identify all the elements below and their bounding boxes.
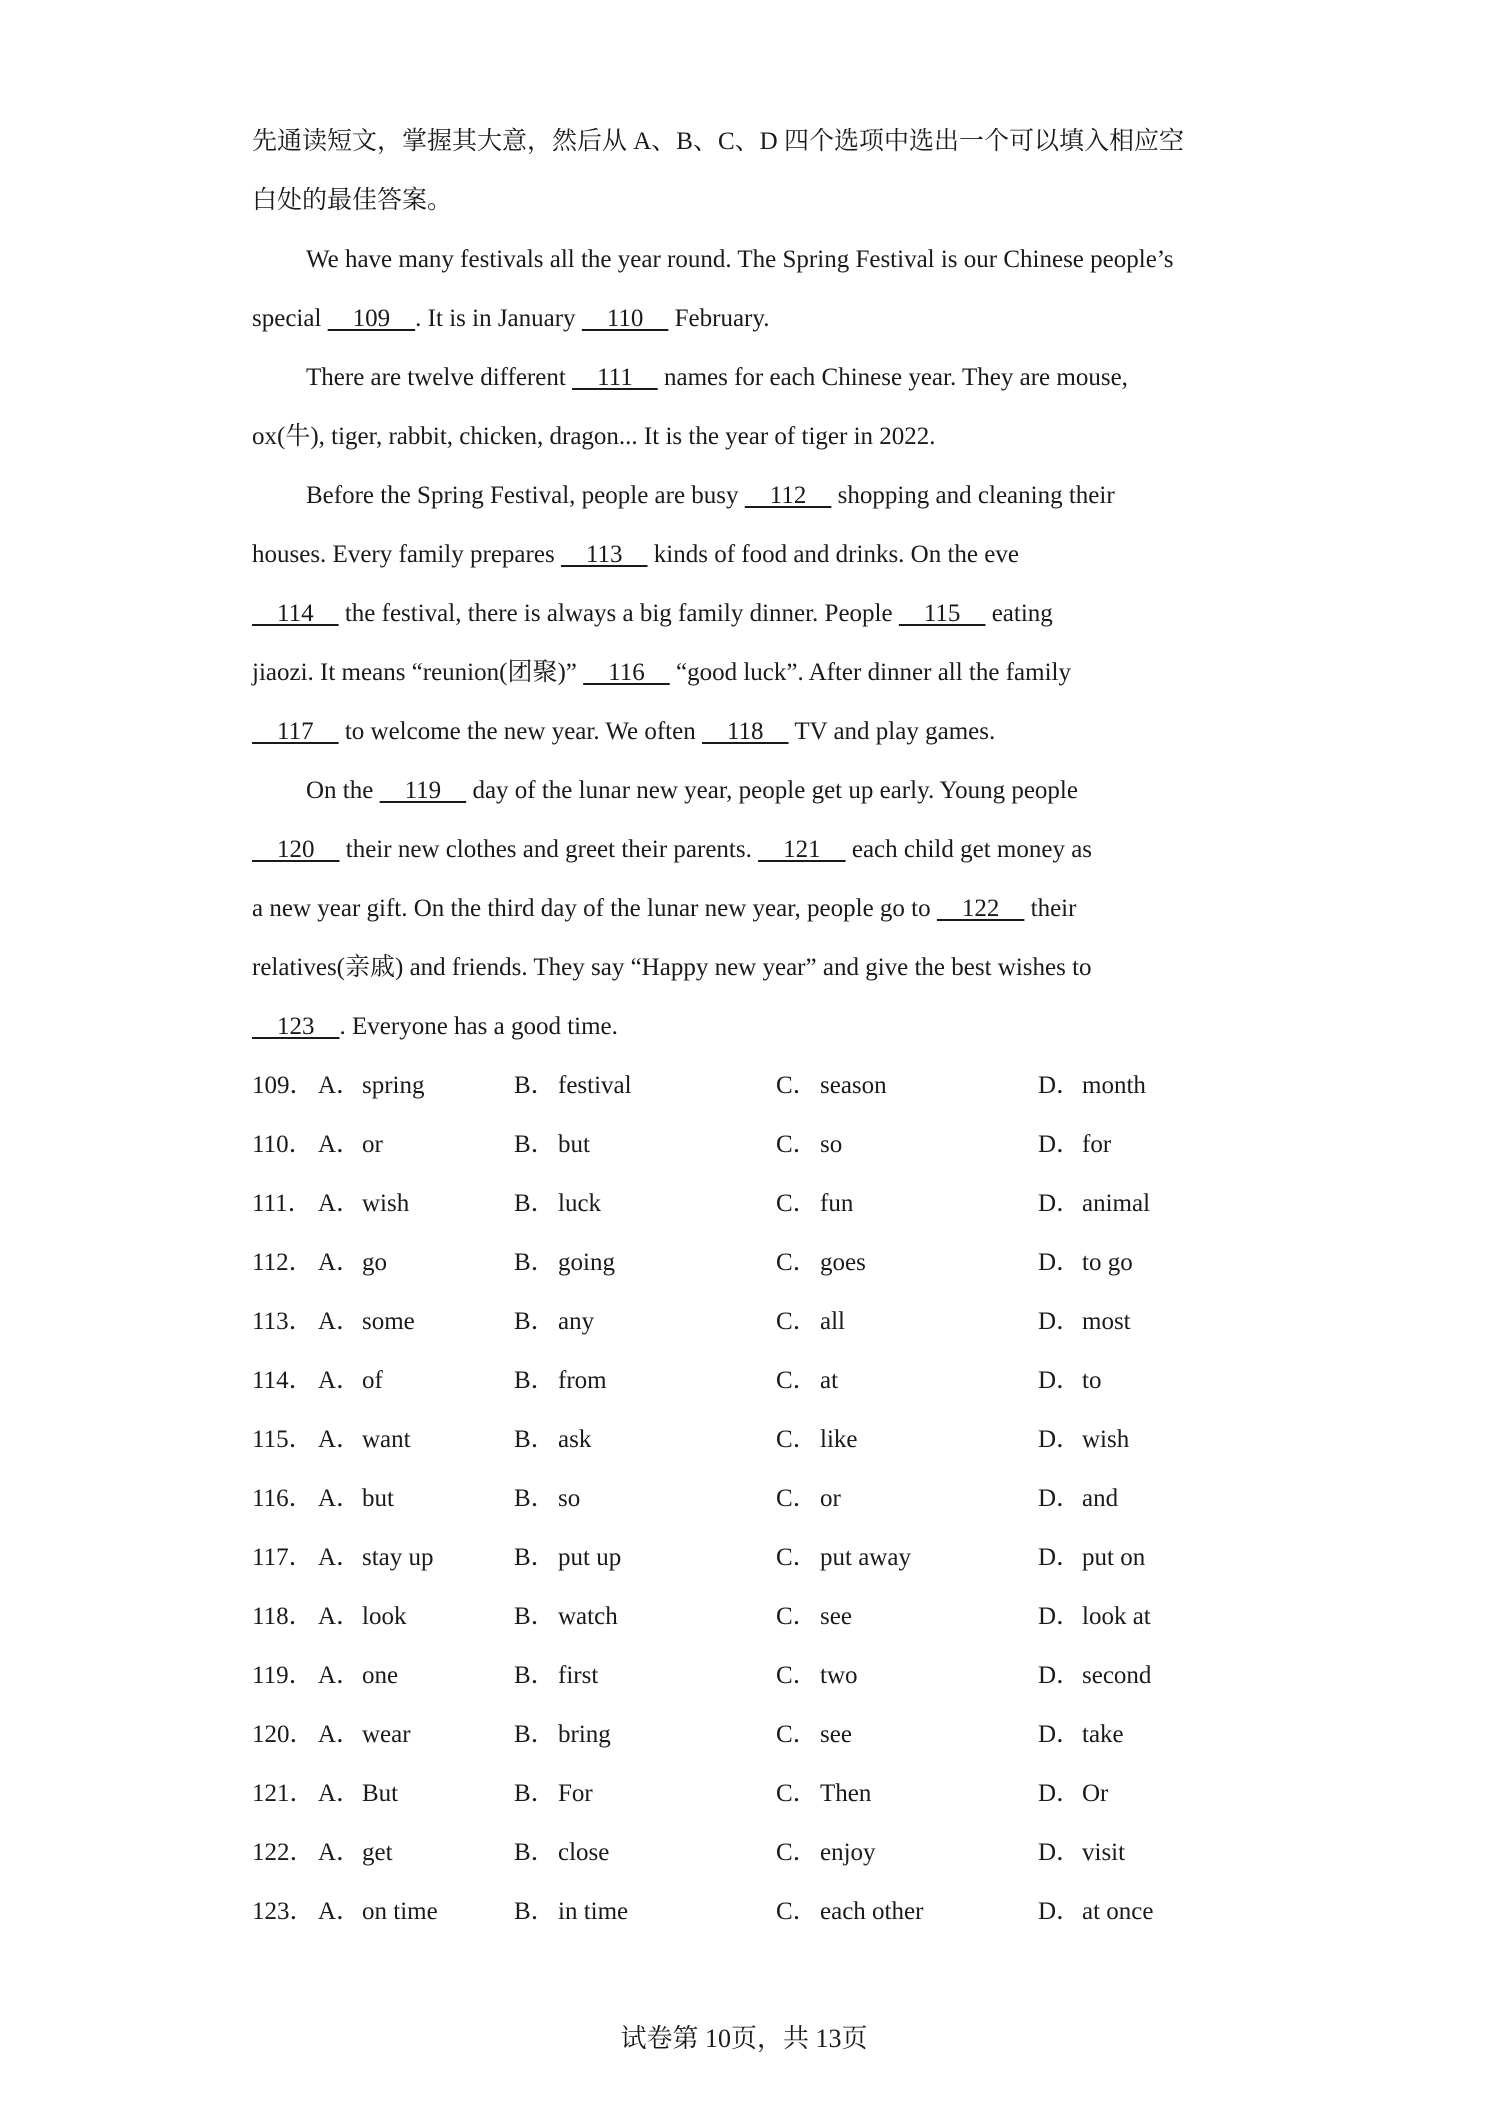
option-text: at bbox=[820, 1367, 839, 1394]
passage-text: special bbox=[252, 305, 328, 332]
option-b[interactable] bbox=[514, 1764, 593, 1823]
option-c[interactable] bbox=[776, 1764, 871, 1823]
option-b[interactable] bbox=[514, 1823, 609, 1882]
blank-114: 114 bbox=[252, 600, 339, 627]
option-text: luck bbox=[558, 1190, 602, 1217]
option-letter: D． bbox=[1038, 1131, 1082, 1158]
option-c[interactable] bbox=[776, 1646, 858, 1705]
option-a[interactable] bbox=[318, 1469, 394, 1528]
option-b[interactable] bbox=[514, 1469, 580, 1528]
option-letter: C． bbox=[776, 1485, 818, 1512]
question-row bbox=[252, 1528, 1252, 1587]
option-text: For bbox=[558, 1780, 593, 1807]
option-text: or bbox=[820, 1485, 841, 1512]
option-text: two bbox=[820, 1662, 858, 1689]
option-letter: C． bbox=[776, 1367, 818, 1394]
option-letter: A． bbox=[318, 1190, 362, 1217]
option-letter: D． bbox=[1038, 1426, 1082, 1453]
option-b[interactable] bbox=[514, 1115, 590, 1174]
option-text: of bbox=[362, 1367, 383, 1394]
option-a[interactable] bbox=[318, 1351, 383, 1410]
option-letter: B． bbox=[514, 1308, 556, 1335]
question-number: 118． bbox=[252, 1603, 314, 1630]
passage-line bbox=[252, 525, 1252, 584]
blank-112: 112 bbox=[744, 482, 832, 509]
option-letter: A． bbox=[318, 1308, 362, 1335]
instruction-line bbox=[252, 112, 1252, 171]
question-number: 110． bbox=[252, 1131, 314, 1158]
passage-text: ox(牛), tiger, rabbit, chicken, dragon... It is the year of tiger in 2022. bbox=[252, 423, 936, 450]
option-c[interactable] bbox=[776, 1233, 866, 1292]
option-text: on time bbox=[362, 1898, 438, 1925]
option-text: get bbox=[362, 1839, 393, 1866]
question-number: 122． bbox=[252, 1839, 315, 1866]
option-letter: B． bbox=[514, 1721, 556, 1748]
option-c[interactable] bbox=[776, 1056, 887, 1115]
passage-line bbox=[252, 230, 1252, 289]
question-row bbox=[252, 1705, 1252, 1764]
option-letter: B． bbox=[514, 1249, 556, 1276]
passage-text: relatives(亲戚) and friends. They say “Happy new year” and give the best wishes to bbox=[252, 954, 1092, 981]
option-text: so bbox=[558, 1485, 581, 1512]
blank-115: 115 bbox=[898, 600, 986, 627]
instruction-text: 白处的最佳答案。 bbox=[252, 187, 453, 214]
option-text: all bbox=[820, 1308, 845, 1335]
option-a[interactable] bbox=[318, 1587, 406, 1646]
option-text: to bbox=[1082, 1367, 1102, 1394]
option-a[interactable] bbox=[318, 1705, 411, 1764]
option-d[interactable] bbox=[1038, 1174, 1150, 1233]
option-text: look at bbox=[1082, 1603, 1151, 1630]
question-row bbox=[252, 1056, 1252, 1115]
question-number: 113． bbox=[252, 1308, 314, 1335]
passage-line bbox=[252, 348, 1252, 407]
question-row bbox=[252, 1646, 1252, 1705]
blank-116: 116 bbox=[583, 659, 670, 686]
blank-122: 122 bbox=[936, 895, 1025, 922]
passage-text: houses. Every family prepares bbox=[252, 541, 561, 568]
passage-text: their new clothes and greet their parents. bbox=[339, 836, 759, 863]
option-text: going bbox=[558, 1249, 615, 1276]
option-text: most bbox=[1082, 1308, 1131, 1335]
blank-121: 121 bbox=[758, 836, 846, 863]
option-letter: D． bbox=[1038, 1308, 1082, 1335]
option-letter: D． bbox=[1038, 1839, 1082, 1866]
option-letter: D． bbox=[1038, 1544, 1082, 1571]
option-a[interactable] bbox=[318, 1823, 393, 1882]
option-text: like bbox=[820, 1426, 858, 1453]
option-letter: C． bbox=[776, 1131, 818, 1158]
option-text: take bbox=[1082, 1721, 1124, 1748]
option-letter: B． bbox=[514, 1839, 556, 1866]
passage-text: We have many festivals all the year round. The Spring Festival is our Chinese people’s bbox=[306, 246, 1174, 273]
option-c[interactable] bbox=[776, 1292, 845, 1351]
option-letter: A． bbox=[318, 1603, 362, 1630]
option-letter: B． bbox=[514, 1603, 556, 1630]
passage-text: “good luck”. After dinner all the family bbox=[669, 659, 1071, 686]
option-d[interactable] bbox=[1038, 1587, 1151, 1646]
question-number: 116． bbox=[252, 1485, 314, 1512]
instruction-text: 先通读短文，掌握其大意，然后从 A、B、C、D 四个选项中选出一个可以填入相应空 bbox=[252, 128, 1184, 155]
blank-120: 120 bbox=[252, 836, 340, 863]
option-letter: B． bbox=[514, 1131, 556, 1158]
question-row bbox=[252, 1764, 1252, 1823]
option-letter: A． bbox=[318, 1898, 362, 1925]
passage-text: On the bbox=[306, 777, 380, 804]
option-d[interactable] bbox=[1038, 1351, 1101, 1410]
option-letter: D． bbox=[1038, 1721, 1082, 1748]
option-text: put away bbox=[820, 1544, 911, 1571]
option-text: watch bbox=[558, 1603, 618, 1630]
option-letter: C． bbox=[776, 1249, 818, 1276]
option-d[interactable] bbox=[1038, 1292, 1131, 1351]
option-c[interactable] bbox=[776, 1823, 876, 1882]
option-a[interactable] bbox=[318, 1528, 434, 1587]
option-text: and bbox=[1082, 1485, 1119, 1512]
passage-text: kinds of food and drinks. On the eve bbox=[647, 541, 1019, 568]
option-a[interactable] bbox=[318, 1646, 398, 1705]
option-letter: B． bbox=[514, 1544, 556, 1571]
option-b[interactable] bbox=[514, 1233, 615, 1292]
blank-111: 111 bbox=[572, 364, 658, 391]
question-row bbox=[252, 1823, 1252, 1882]
option-b[interactable] bbox=[514, 1174, 601, 1233]
option-letter: A． bbox=[318, 1426, 362, 1453]
option-letter: C． bbox=[776, 1308, 818, 1335]
passage-text: the festival, there is always a big family dinner. People bbox=[338, 600, 899, 627]
option-letter: D． bbox=[1038, 1190, 1082, 1217]
question-row bbox=[252, 1469, 1252, 1528]
option-text: season bbox=[820, 1072, 887, 1099]
option-a[interactable] bbox=[318, 1233, 387, 1292]
question-number: 111． bbox=[252, 1190, 313, 1217]
option-text: to go bbox=[1082, 1249, 1133, 1276]
option-letter: A． bbox=[318, 1367, 362, 1394]
option-d[interactable] bbox=[1038, 1646, 1151, 1705]
passage-text: a new year gift. On the third day of the lunar new year, people go to bbox=[252, 895, 937, 922]
option-letter: A． bbox=[318, 1072, 362, 1099]
question-row bbox=[252, 1233, 1252, 1292]
passage-text: day of the lunar new year, people get up early. Young people bbox=[466, 777, 1078, 804]
option-letter: C． bbox=[776, 1426, 818, 1453]
option-a[interactable] bbox=[318, 1292, 415, 1351]
option-c[interactable] bbox=[776, 1587, 852, 1646]
question-number: 119． bbox=[252, 1662, 314, 1689]
option-text: wish bbox=[362, 1190, 410, 1217]
passage-line bbox=[252, 997, 1252, 1056]
option-text: visit bbox=[1082, 1839, 1126, 1866]
passage-text: TV and play games. bbox=[788, 718, 996, 745]
passage-text: eating bbox=[985, 600, 1053, 627]
question-number: 114． bbox=[252, 1367, 314, 1394]
option-letter: B． bbox=[514, 1072, 556, 1099]
blank-119: 119 bbox=[379, 777, 467, 804]
option-text: wear bbox=[362, 1721, 411, 1748]
option-text: look bbox=[362, 1603, 407, 1630]
passage-text: February. bbox=[668, 305, 770, 332]
option-text: any bbox=[558, 1308, 595, 1335]
option-letter: B． bbox=[514, 1426, 556, 1453]
option-a[interactable] bbox=[318, 1115, 383, 1174]
passage-text: names for each Chinese year. They are mouse, bbox=[657, 364, 1128, 391]
option-letter: B． bbox=[514, 1367, 556, 1394]
option-letter: B． bbox=[514, 1485, 556, 1512]
blank-118: 118 bbox=[701, 718, 789, 745]
option-letter: C． bbox=[776, 1839, 818, 1866]
option-letter: B． bbox=[514, 1898, 556, 1925]
passage-line bbox=[252, 584, 1252, 643]
option-letter: B． bbox=[514, 1780, 556, 1807]
passage-text: There are twelve different bbox=[306, 364, 573, 391]
option-text: goes bbox=[820, 1249, 866, 1276]
option-text: at once bbox=[1082, 1898, 1154, 1925]
option-a[interactable] bbox=[318, 1764, 398, 1823]
option-d[interactable] bbox=[1038, 1823, 1125, 1882]
passage-text: to welcome the new year. We often bbox=[338, 718, 702, 745]
blank-123: 123 bbox=[252, 1013, 340, 1040]
question-number: 123． bbox=[252, 1898, 315, 1925]
option-letter: A． bbox=[318, 1839, 362, 1866]
option-b[interactable] bbox=[514, 1410, 591, 1469]
option-letter: C． bbox=[776, 1603, 818, 1630]
option-a[interactable] bbox=[318, 1056, 425, 1115]
option-a[interactable] bbox=[318, 1174, 409, 1233]
passage-line bbox=[252, 879, 1252, 938]
option-letter: D． bbox=[1038, 1662, 1082, 1689]
option-letter: C． bbox=[776, 1898, 818, 1925]
option-a[interactable] bbox=[318, 1882, 438, 1941]
option-text: put up bbox=[558, 1544, 622, 1571]
option-c[interactable] bbox=[776, 1705, 852, 1764]
option-c[interactable] bbox=[776, 1351, 838, 1410]
option-text: see bbox=[820, 1721, 852, 1748]
options-list bbox=[252, 1056, 1252, 1941]
option-letter: C． bbox=[776, 1721, 818, 1748]
option-b[interactable] bbox=[514, 1705, 611, 1764]
passage-line bbox=[252, 466, 1252, 525]
option-letter: A． bbox=[318, 1485, 362, 1512]
option-letter: A． bbox=[318, 1780, 362, 1807]
option-text: each other bbox=[820, 1898, 924, 1925]
question-row bbox=[252, 1410, 1252, 1469]
option-letter: B． bbox=[514, 1662, 556, 1689]
option-c[interactable] bbox=[776, 1115, 842, 1174]
question-number: 115． bbox=[252, 1426, 314, 1453]
option-b[interactable] bbox=[514, 1587, 618, 1646]
option-c[interactable] bbox=[776, 1469, 841, 1528]
option-letter: D． bbox=[1038, 1780, 1082, 1807]
option-letter: C． bbox=[776, 1544, 818, 1571]
option-d[interactable] bbox=[1038, 1882, 1153, 1941]
option-d[interactable] bbox=[1038, 1410, 1129, 1469]
option-d[interactable] bbox=[1038, 1528, 1145, 1587]
option-letter: C． bbox=[776, 1190, 818, 1217]
option-text: wish bbox=[1082, 1426, 1130, 1453]
question-row bbox=[252, 1882, 1252, 1941]
passage-text: . Everyone has a good time. bbox=[339, 1013, 618, 1040]
option-a[interactable] bbox=[318, 1410, 411, 1469]
option-b[interactable] bbox=[514, 1292, 594, 1351]
option-letter: A． bbox=[318, 1662, 362, 1689]
passage-line bbox=[252, 820, 1252, 879]
option-letter: D． bbox=[1038, 1249, 1082, 1276]
option-text: month bbox=[1082, 1072, 1146, 1099]
option-d[interactable] bbox=[1038, 1115, 1111, 1174]
question-row bbox=[252, 1174, 1252, 1233]
question-row bbox=[252, 1292, 1252, 1351]
option-letter: A． bbox=[318, 1721, 362, 1748]
option-text: from bbox=[558, 1367, 607, 1394]
passage-line bbox=[252, 289, 1252, 348]
option-letter: C． bbox=[776, 1072, 818, 1099]
blank-117: 117 bbox=[252, 718, 339, 745]
option-text: second bbox=[1082, 1662, 1152, 1689]
option-text: close bbox=[558, 1839, 610, 1866]
blank-110: 110 bbox=[581, 305, 669, 332]
option-text: but bbox=[558, 1131, 590, 1158]
question-number: 120． bbox=[252, 1721, 315, 1748]
option-text: or bbox=[362, 1131, 383, 1158]
option-text: Then bbox=[820, 1780, 872, 1807]
passage-text: Before the Spring Festival, people are busy bbox=[306, 482, 745, 509]
option-text: put on bbox=[1082, 1544, 1146, 1571]
question-number: 112． bbox=[252, 1249, 314, 1276]
option-text: festival bbox=[558, 1072, 632, 1099]
option-text: spring bbox=[362, 1072, 425, 1099]
option-text: first bbox=[558, 1662, 599, 1689]
passage-line bbox=[252, 938, 1252, 997]
passage-line bbox=[252, 702, 1252, 761]
option-text: But bbox=[362, 1780, 399, 1807]
option-b[interactable] bbox=[514, 1351, 607, 1410]
option-b[interactable] bbox=[514, 1646, 598, 1705]
option-letter: D． bbox=[1038, 1485, 1082, 1512]
option-b[interactable] bbox=[514, 1882, 628, 1941]
option-letter: D． bbox=[1038, 1367, 1082, 1394]
option-text: one bbox=[362, 1662, 399, 1689]
option-letter: A． bbox=[318, 1544, 362, 1571]
question-number: 121． bbox=[252, 1780, 315, 1807]
passage-line bbox=[252, 643, 1252, 702]
passage-text: jiaozi. It means “reunion(团聚)” bbox=[252, 659, 584, 686]
option-text: some bbox=[362, 1308, 415, 1335]
option-letter: A． bbox=[318, 1131, 362, 1158]
option-c[interactable] bbox=[776, 1882, 923, 1941]
question-number: 109． bbox=[252, 1072, 315, 1099]
option-text: in time bbox=[558, 1898, 629, 1925]
option-c[interactable] bbox=[776, 1410, 858, 1469]
option-d[interactable] bbox=[1038, 1764, 1108, 1823]
option-text: Or bbox=[1082, 1780, 1109, 1807]
option-letter: D． bbox=[1038, 1603, 1082, 1630]
option-letter: C． bbox=[776, 1662, 818, 1689]
passage-line bbox=[252, 761, 1252, 820]
option-text: ask bbox=[558, 1426, 592, 1453]
passage-text: . It is in January bbox=[415, 305, 582, 332]
option-b[interactable] bbox=[514, 1056, 632, 1115]
option-d[interactable] bbox=[1038, 1233, 1133, 1292]
passage-text: shopping and cleaning their bbox=[831, 482, 1115, 509]
option-text: enjoy bbox=[820, 1839, 876, 1866]
option-letter: C． bbox=[776, 1780, 818, 1807]
option-d[interactable] bbox=[1038, 1469, 1118, 1528]
option-text: for bbox=[1082, 1131, 1112, 1158]
question-number: 117． bbox=[252, 1544, 314, 1571]
option-text: go bbox=[362, 1249, 387, 1276]
option-text: fun bbox=[820, 1190, 854, 1217]
option-letter: D． bbox=[1038, 1898, 1082, 1925]
passage-text: their bbox=[1024, 895, 1077, 922]
option-text: animal bbox=[1082, 1190, 1151, 1217]
question-row bbox=[252, 1115, 1252, 1174]
instruction-line bbox=[252, 171, 1252, 230]
option-letter: B． bbox=[514, 1190, 556, 1217]
option-d[interactable] bbox=[1038, 1056, 1146, 1115]
option-text: want bbox=[362, 1426, 411, 1453]
option-letter: A． bbox=[318, 1249, 362, 1276]
option-c[interactable] bbox=[776, 1174, 853, 1233]
option-c[interactable] bbox=[776, 1528, 911, 1587]
option-text: but bbox=[362, 1485, 394, 1512]
option-d[interactable] bbox=[1038, 1705, 1124, 1764]
cloze-section bbox=[252, 112, 1252, 1941]
question-row bbox=[252, 1587, 1252, 1646]
passage-line bbox=[252, 407, 1252, 466]
option-b[interactable] bbox=[514, 1528, 621, 1587]
option-text: see bbox=[820, 1603, 852, 1630]
blank-113: 113 bbox=[560, 541, 648, 568]
question-row bbox=[252, 1351, 1252, 1410]
option-text: so bbox=[820, 1131, 843, 1158]
option-text: bring bbox=[558, 1721, 611, 1748]
blank-109: 109 bbox=[327, 305, 416, 332]
passage-text: each child get money as bbox=[845, 836, 1093, 863]
page-footer: 试卷第 10页，共 13页 bbox=[620, 2024, 868, 2053]
option-letter: D． bbox=[1038, 1072, 1082, 1099]
option-text: stay up bbox=[362, 1544, 434, 1571]
